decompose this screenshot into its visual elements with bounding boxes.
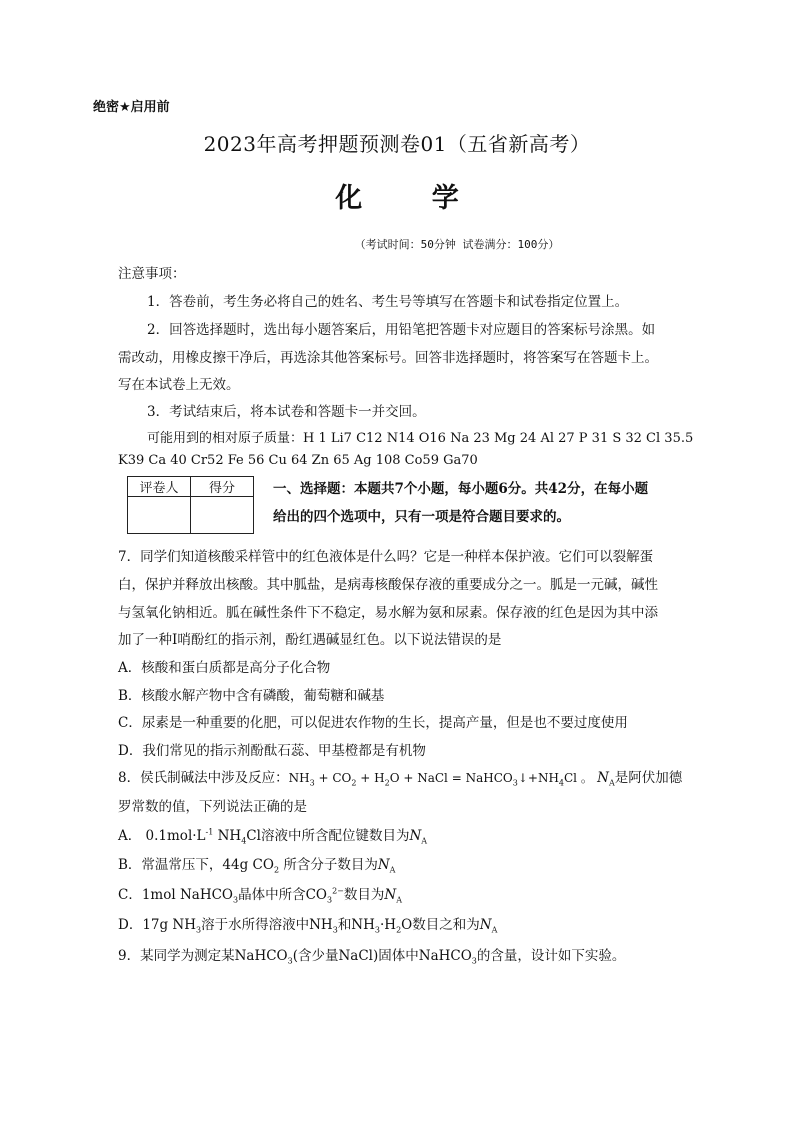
q7-stem-1: 7．同学们知道核酸采样管中的红色液体是什么吗？它是一种样本保护液。它们可以裂解蛋: [118, 549, 654, 565]
q7-option-c: C．尿素是一种重要的化肥，可以促进农作物的生长，提高产量，但是也不要过度使用: [118, 715, 628, 731]
q7-stem-4: 加了一种I哨酚红的指示剂，酚红遇碱显红色。以下说法错误的是: [118, 632, 502, 648]
notice-item-1: 1．答卷前，考生务必将自己的姓名、考生号等填写在答题卡和试卷指定位置上。: [147, 294, 629, 310]
q9-stem-1: 9．某同学为测定某NaHCO$_3$(含少量NaCl)固体中NaHCO$_3$的含量，设计如下实验。: [118, 948, 626, 966]
secret-label: 绝密★启用前: [93, 100, 170, 115]
subject-title: 化 学: [335, 183, 489, 214]
notice-item-2a: 2．回答选择题时，选出每小题答案后，用铅笔把答题卡对应题目的答案标号涂黑。如: [147, 322, 656, 338]
notice-item-2c: 写在本试卷上无效。: [118, 377, 240, 393]
score-table-score-cell[interactable]: [191, 497, 254, 534]
notice-item-3: 3．考试结束后，将本试卷和答题卡一并交回。: [147, 404, 426, 420]
exam-info: （考试时间：50分钟 试卷满分：100分）: [354, 238, 560, 251]
score-table-grader-header: 评卷人: [128, 477, 191, 497]
atomic-mass-line-2: K39 Ca 40 Cr52 Fe 56 Cu 64 Zn 65 Ag 108 Co59 Ga70: [118, 453, 478, 468]
q8-option-b: B．常温常压下，44g $CO_2$ 所含分子数目为$N_A$: [118, 857, 396, 875]
q8-option-a: A． $0.1mol\cdot L^{-1}$ $NH_4Cl$溶液中所含配位键数目为$N_A$: [118, 827, 428, 846]
atomic-mass-line-1: 可能用到的相对原子质量：H 1 Li7 C12 N14 O16 Na 23 Mg 24 Al 27 P 31 S 32 Cl 35.5: [147, 431, 694, 446]
q7-option-a: A．核酸和蛋白质都是高分子化合物: [118, 660, 331, 676]
q8-option-d: D．17g $NH_3$溶于水所得溶液中$NH_3$和$NH_3\cdot H_2O$数目之和为$N_A$: [118, 917, 498, 935]
q7-option-b: B．核酸水解产物中含有磷酸，葡萄糖和碱基: [118, 688, 385, 704]
q8-option-c: C．1mol NaHCO$_3$晶体中所含$CO_3^{2-}$数目为$N_A$: [118, 886, 402, 905]
notice-heading: 注意事项：: [118, 266, 186, 282]
q8-stem-2: 罗常数的值，下列说法正确的是: [118, 799, 307, 815]
q8-stem-1: 8．侯氏制碱法中涉及反应：$NH_3 + CO_2 + H_2O$ + NaCl = $NaHCO_3↓+NH_4Cl$ 。 $N_A$是阿伏加德: [118, 770, 683, 788]
q7-option-d: D．我们常见的指示剂酚酞石蕊、甲基橙都是有机物: [118, 743, 426, 759]
q7-stem-3: 与氢氧化钠相近。胍在碱性条件下不稳定，易水解为氨和尿素。保存液的红色是因为其中添: [118, 605, 658, 621]
section-1-heading-line-2: 给出的四个选项中，只有一项是符合题目要求的。: [273, 509, 570, 525]
exam-title: 2023年高考押题预测卷01（五省新高考）: [203, 132, 591, 156]
section-1-heading-line-1: 一、选择题：本题共7个小题，每小题6分。共42分，在每小题: [273, 481, 649, 497]
q7-stem-2: 白，保护并释放出核酸。其中胍盐，是病毒核酸保存液的重要成分之一。胍是一元碱，碱性: [118, 577, 658, 593]
score-table-score-header: 得分: [191, 477, 254, 497]
notice-item-2b: 需改动，用橡皮擦干净后，再选涂其他答案标号。回答非选择题时，将答案写在答题卡上。: [118, 350, 658, 366]
score-table: [127, 476, 254, 534]
score-table-grader-cell[interactable]: [128, 497, 191, 534]
